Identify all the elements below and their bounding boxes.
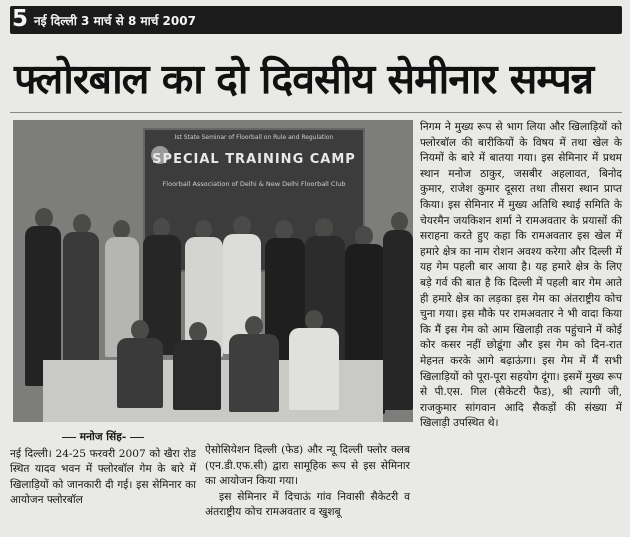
person-head xyxy=(305,310,323,330)
article-column-2 xyxy=(205,443,410,521)
page-number: 5 xyxy=(12,6,29,32)
person-figure xyxy=(173,340,221,410)
person-head xyxy=(189,322,207,342)
banner-top-text: Ist State Seminar of Floorball on Rule and Regulation xyxy=(174,134,334,141)
person-head xyxy=(245,316,263,336)
article-column-3 xyxy=(420,120,622,432)
banner-subtitle: Floorball Association of Delhi & New Delhi Floorball Club xyxy=(162,180,346,188)
person-head xyxy=(131,320,149,340)
divider xyxy=(10,112,622,113)
person-figure xyxy=(117,338,163,408)
person-head xyxy=(233,216,251,236)
person-head xyxy=(275,220,293,240)
person-figure xyxy=(143,235,181,355)
person-figure xyxy=(383,230,413,410)
article-text: निगम ने मुख्य रूप से भाग लिया और खिलाड़ियों को फ्लोरबॉल की बारीकियों के विषय में तथा खेल के नियमों के बारे में बातया गया। इस सेमिनार में प्रथम स्थान मनोज ठाकुर, जसबीर अहलावत, बिनोद कुमार, राजेश कुमार दूसरा तथा तीसरा स्थान प्राप्त किया। इस सेमिनार में मुख्य अतिथि स्थाई समिति के चेयरमैन जयकिशन शर्मा ने रामअवतार के प्रयासों की सराहना करते हुए कहा कि रामअवतार इस खेल में हमारे क्षेत्र का नाम रोशन अवश्य करेगा और दिल्ली में यह गेम पहली बार आया है। यह हमारे क्षेत्र के लिए बड़े गर्व की बात है कि दिल्ली में पहली बार गेम आते ही हमारे क्षेत्र का लड़का इस गेम का अंतराष्ट्रीय कोच चुना गया। इस मौके पर रामअवतार ने भी वादा किया कि मैं इस गेम को आम खिलाड़ी तक पहुंचाने में कोई कोर कसर नहीं छोडूंगा और इस गेम को दिन-रात मेहनत करके आगे बढ़ाऊंगा। इस गेम में मैं सभी खिलाड़ियों को पूरा-पूरा सहयोग दूंगा। इसमें मुख्य रूप से पी.एस. गिल (सैकेटरी फैड), श्री त्यागी जी, राजकुमार सांगवान आदि सैकड़ों की संख्या में खिलाड़ी उपस्थित थे। xyxy=(420,121,622,430)
headline: फ्लोरबाल का दो दिवसीय सेमीनार सम्पन्न xyxy=(14,55,594,103)
person-head xyxy=(355,226,373,246)
person-head xyxy=(73,214,91,234)
article-text: नई दिल्ली। 24-25 फरवरी 2007 को खैरा रोड स्थित यादव भवन में फ्लोरबॉल गेम के बारे में खिलाड़ियों को जानकारी दी गई। इस सेमिनार का आयोजन फ्लोरबॉल xyxy=(10,447,196,507)
byline-dash xyxy=(62,437,76,438)
byline-name: मनोज सिंह xyxy=(79,431,122,443)
person-head xyxy=(35,208,53,228)
article-text: ऐसोसियेशन दिल्ली (फेड) और न्यू दिल्ली फ्लोर क्लब (एन.डी.एफ.सी) द्वारा सामूहिक रूप से इस सेमिनार का आयोजन किया गया। xyxy=(205,444,410,488)
person-head xyxy=(315,218,333,238)
news-photo xyxy=(13,120,413,422)
person-figure xyxy=(289,328,339,410)
banner-title: SPECIAL TRAINING CAMP xyxy=(152,152,356,167)
article-column-1 xyxy=(10,430,196,509)
person-head xyxy=(391,212,408,231)
dateline-bar xyxy=(10,6,622,34)
person-figure xyxy=(229,334,279,412)
byline-dash xyxy=(130,437,144,438)
dateline-text: नई दिल्ली 3 मार्च से 8 मार्च 2007 xyxy=(34,14,196,28)
byline: मनोज सिंह- xyxy=(10,430,196,446)
article-text: इस सेमिनार में दिचाऊं गांव निवासी सैकेटरी व अंतराष्ट्रीय कोच रामअवतार व खुशबू xyxy=(205,490,410,519)
